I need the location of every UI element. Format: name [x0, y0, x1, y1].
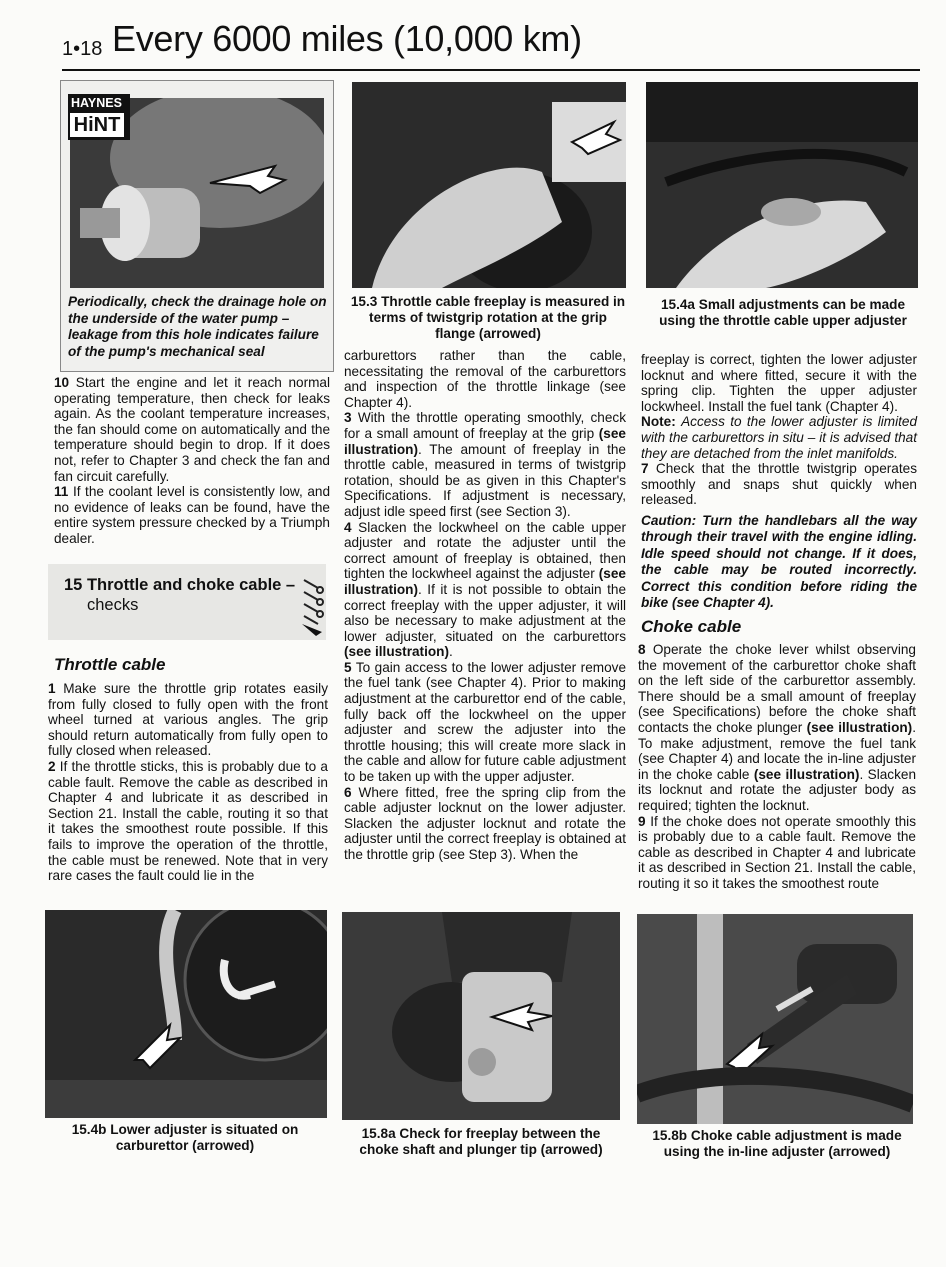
illustration-ref: (see illustration): [344, 566, 626, 597]
page-title: Every 6000 miles (10,000 km): [112, 18, 582, 59]
caption-15-4b: 15.4b Lower adjuster is situated on carburettor (arrowed): [71, 1122, 299, 1153]
step-number: 3: [344, 410, 352, 426]
note-label: Note:: [641, 414, 676, 430]
step-text: .: [449, 644, 453, 660]
subhead-choke-cable: Choke cable: [641, 617, 742, 636]
step-number: 4: [344, 519, 352, 535]
hint-badge-bottom: HiNT: [70, 113, 124, 137]
column-3-top: [641, 352, 917, 612]
page-number: 1•18: [62, 38, 103, 60]
column-1-bottom: [48, 681, 328, 884]
column-1-top: [54, 375, 330, 547]
caption-15-8b: 15.8b Choke cable adjustment is made using the in-line adjuster (arrowed): [652, 1128, 902, 1159]
section-title: [64, 576, 295, 595]
step-text: . If it is not possible to obtain the correct freeplay with the upper adjuster, it will also be necessary to make adjustment at the lower adjuster, situated on the carburettors: [344, 581, 626, 644]
step-number: 9: [638, 813, 646, 829]
note-text: Access to the lower adjuster is limited with the carburettors in situ – it is advised that they are detached from the inlet manifolds.: [641, 414, 917, 461]
paragraph-2-continued: carburettors rather than the cable, necessitating the removal of the carburettors and inspection of the throttle linkage (see Chapter 4).: [344, 348, 626, 410]
column-3-bottom: [638, 642, 916, 892]
step-number: 11: [54, 484, 69, 500]
step-text: To gain access to the lower adjuster remove the fuel tank (see Chapter 4). Prior to making adjustment at the carburettor end of the cable, fully back off the lockwheel on the upper adjuster and screw the adjuster into the throttle housing; this will create more slack in the cable and allow for future cable adjustment to be taken up with the upper adjuster.: [344, 659, 626, 785]
paragraph-6: [344, 785, 626, 863]
step-text: . Slacken its locknut and rotate the adjuster body as required; tighten the locknut.: [638, 766, 917, 813]
choke-inline-adjuster-illustration: [637, 914, 913, 1124]
step-text: . The amount of freeplay in the throttle cable, measured in terms of twistgrip rotation, should be as given in this Chapter's Specifications. If adjustment is necessary, adjust idle speed first (see Section 3).: [344, 441, 626, 519]
throttle-grip-illustration: [352, 82, 626, 288]
step-text: Start the engine and let it reach normal operating temperature, then check for leaks again. As the coolant temperature increases, the fan should come on automatically and the temperature should begin to drop. If it does not, refer to Chapter 3 and check the fan and fan circuit carefully.: [54, 375, 330, 484]
step-number: 1: [48, 681, 56, 696]
subhead-throttle-cable: Throttle cable: [54, 655, 166, 674]
paragraph-4: [344, 520, 626, 660]
step-text: Operate the choke lever whilst observing the movement of the carburettor choke shaft on the left side of the carburettor assembly. There should be a small amount of freeplay (see Specifications) before the choke shaft contacts the choke plunger: [638, 642, 916, 735]
column-2: [344, 348, 626, 863]
step-text: If the throttle sticks, this is probably due to a cable fault. Remove the cable as described in Chapter 4 and lubricate it as described in Section 21. Install the cable, routing it so that it takes the smoothest route possible. If this fails to improve the operation of the throttle, the cable must be renewed. Note that in very rare cases the fault could lie in the: [48, 758, 328, 884]
photo-15-4b: [45, 910, 327, 1118]
paragraph-7: [641, 461, 917, 508]
paragraph-1: [48, 681, 328, 759]
step-number: 2: [48, 758, 56, 774]
illustration-ref: (see illustration): [344, 644, 449, 660]
illustration-ref: (see illustration): [753, 766, 860, 782]
caption-15-3: 15.3 Throttle cable freeplay is measured in terms of twistgrip rotation at the grip flange (arrowed): [350, 294, 626, 341]
page-header: [62, 14, 920, 70]
paragraph-5: [344, 660, 626, 785]
caution: [641, 513, 917, 612]
paragraph-2: [48, 759, 328, 884]
step-number: 8: [638, 642, 646, 657]
step-number: 6: [344, 784, 352, 800]
step-text: Check that the throttle twistgrip operates smoothly and snaps shut quickly when released.: [641, 461, 917, 508]
step-text: . To make adjustment, remove the fuel tank (see Chapter 4) and locate the in-line adjuster in the choke cable: [638, 719, 916, 782]
section-title-text: Throttle and choke cable –: [86, 576, 296, 594]
illustration-ref: (see illustration): [806, 719, 913, 735]
hint-badge-top: HAYNES: [71, 96, 122, 110]
section-number: 15: [64, 576, 83, 594]
caption-15-4a: 15.4a Small adjustments can be made using the throttle cable upper adjuster: [659, 297, 907, 328]
step-text: Make sure the throttle grip rotates easily from fully closed to fully open with the front wheel turned at various angles. The grip should return automatically from fully open to fully closed when released.: [48, 681, 329, 759]
paragraph-10: [54, 375, 330, 484]
paragraph-8: [638, 642, 916, 814]
photo-15-4a: [646, 82, 918, 288]
photo-15-8b: [637, 914, 913, 1124]
step-text: If the choke does not operate smoothly this is probably due to a cable fault. Remove the cable as described in Chapter 4 and lubricate it as described in Section 21. Install the cable, routing it so it takes the smoothest route: [638, 813, 916, 891]
step-number: 5: [344, 659, 352, 675]
upper-adjuster-illustration: [646, 82, 918, 288]
photo-15-8a: [342, 912, 620, 1120]
choke-shaft-illustration: [342, 912, 620, 1120]
paragraph-9: [638, 814, 916, 892]
illustration-ref: (see illustration): [344, 425, 626, 457]
paragraph-6-continued: freeplay is correct, tighten the lower adjuster locknut and where fitted, secure it with the spring clip. Tighten the upper adjuster lockwheel. Install the fuel tank (Chapter 4).: [641, 352, 917, 414]
paragraph-3: [344, 410, 626, 519]
header-rule: [62, 69, 920, 71]
hint-text: Periodically, check the drainage hole on the underside of the water pump – leakage from this hole indicates failure of the pump's mechanical seal: [68, 294, 327, 359]
caption-15-8a: 15.8a Check for freeplay between the choke shaft and plunger tip (arrowed): [359, 1126, 603, 1157]
spanner-rating-icon: [298, 574, 326, 636]
step-text: With the throttle operating smoothly, check for a small amount of freeplay at the grip: [344, 410, 627, 441]
carburettor-adjuster-illustration: [45, 910, 327, 1118]
step-text: Slacken the lockwheel on the cable upper adjuster and rotate the adjuster until the correct amount of freeplay is obtained, then tighten the lockwheel against the adjuster: [344, 519, 626, 582]
step-number: 10: [54, 375, 70, 390]
section-subtitle: checks: [87, 596, 139, 614]
caution-text: Caution: Turn the handlebars all the way through their travel with the engine idling. Idle speed should not change. If it does, the cable may be routed incorrectly. Correct this condition before riding the bike (see Chapter 4).: [641, 512, 917, 611]
photo-15-3: [352, 82, 626, 288]
step-text: Where fitted, free the spring clip from the cable adjuster locknut on the lower adjuster. Slacken the adjuster locknut and rotate the adjuster until the correct freeplay is obtained at the throttle grip (see Step 3). When the: [344, 784, 626, 862]
step-number: 7: [641, 461, 649, 477]
haynes-hint-badge: [68, 94, 130, 140]
paragraph-11: [54, 484, 330, 546]
step-text: If the coolant level is consistently low, and no evidence of leaks can be found, have the entire system pressure checked by a Triumph dealer.: [54, 484, 331, 546]
note: [641, 414, 917, 461]
